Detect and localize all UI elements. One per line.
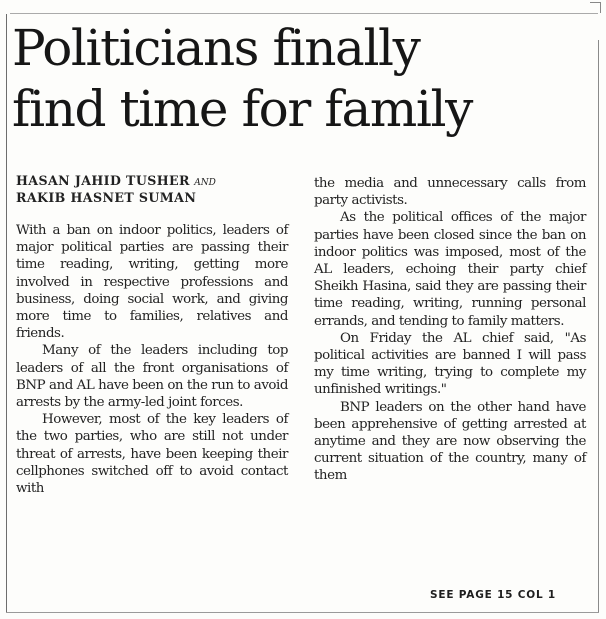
headline-line-2: find time for family — [12, 80, 472, 138]
paragraph-1: With a ban on indoor politics, leaders of major political parties are passing their time reading, writing, getting more involved in respective professions and business, doing social work, and giving more time to families, relatives and friends. — [16, 223, 288, 342]
paragraph-3: However, most of the key leaders of the two parties, who are still not under threat of arrests, have been keeping their cellphones switched off to avoid contact with — [16, 412, 288, 497]
left-column-rule — [6, 14, 7, 612]
corner-mark — [590, 2, 601, 13]
article-column-right — [314, 175, 586, 485]
author-2: RAKIB HASNET SUMAN — [16, 190, 197, 205]
byline-conjunction: and — [194, 173, 216, 188]
byline — [16, 172, 288, 206]
continuation-jump-line: SEE PAGE 15 COL 1 — [430, 589, 557, 601]
headline-line-1: Politicians finally — [12, 19, 420, 77]
top-rule — [10, 13, 598, 14]
article-column-left — [16, 172, 288, 497]
paragraph-2: Many of the leaders including top leaders of all the front organisations of BNP and AL have been on the run to avoid arrests by the army-led joint forces. — [16, 343, 288, 411]
right-column-rule — [598, 40, 599, 612]
bottom-rule — [6, 612, 599, 613]
paragraph-4: As the political offices of the major parties have been closed since the ban on indoor politics was imposed, most of the AL leaders, echoing their party chief Sheikh Hasina, said they are passing their time reading, writing, running personal errands, and tending to family matters. — [314, 210, 586, 329]
author-1: HASAN JAHID TUSHER — [16, 173, 190, 188]
paragraph-5: On Friday the AL chief said, "As political activities are banned I will pass my time writing, trying to complete my unfinished writings." — [314, 330, 586, 398]
paragraph-3-continued: the media and unnecessary calls from party activists. — [314, 176, 586, 209]
headline — [12, 18, 596, 140]
paragraph-6: BNP leaders on the other hand have been apprehensive of getting arrested at anytime and they are now observing the current situation of the country, many of them — [314, 399, 586, 484]
